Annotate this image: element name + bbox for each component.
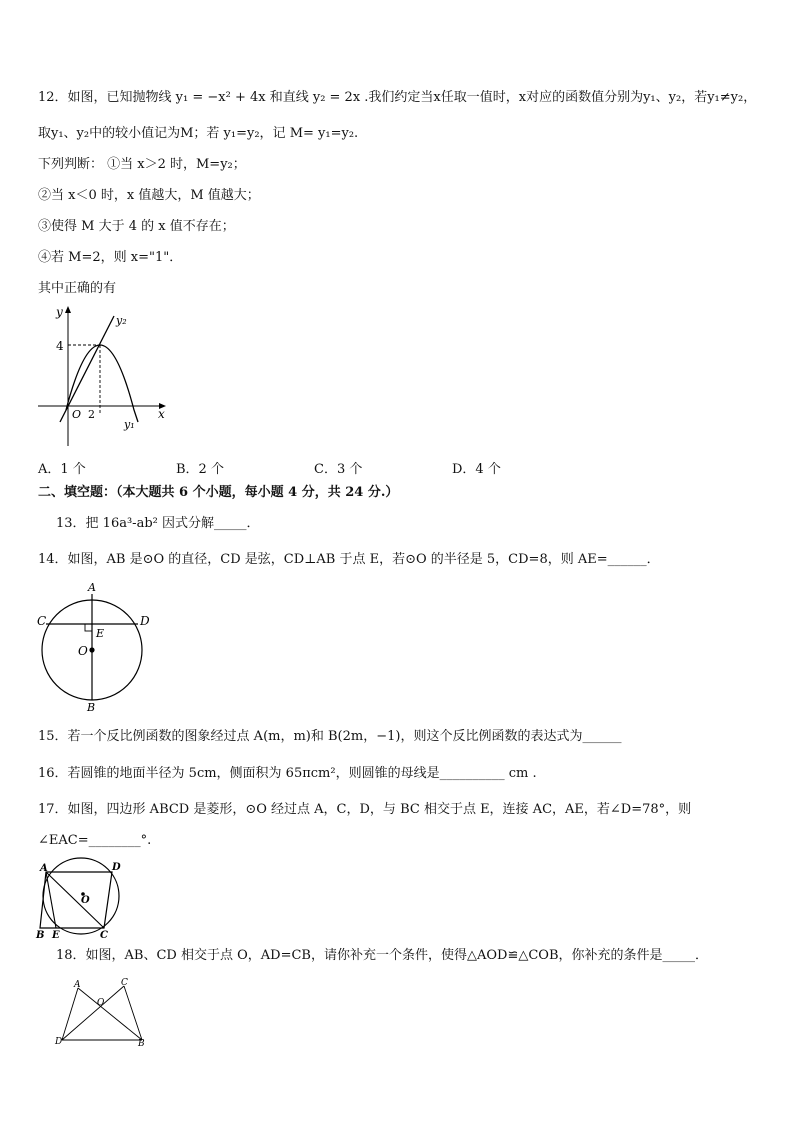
label-d: D [55, 1037, 63, 1047]
center-dot [89, 647, 94, 652]
label-d: D [112, 862, 121, 873]
q12-line7: 其中正确的有 [38, 281, 117, 296]
label-y2: y₂ [116, 314, 127, 327]
label-a: A [88, 581, 96, 594]
option-b: B．2 个 [176, 462, 224, 477]
option-c: C．3 个 [314, 462, 363, 477]
q16-text: 16．若圆锥的地面半径为 5cm，侧面积为 65πcm²，则圆锥的母线是__________ cm . [38, 766, 537, 781]
q18-figure [52, 976, 152, 1048]
q18-text: 18．如图，AB、CD 相交于点 O，AD=CB，请你补充一个条件，使得△AOD≌△COB，你补充的条件是_____． [56, 948, 708, 963]
q12-line3: 下列判断： ①当 x＞2 时，M=y₂； [38, 157, 246, 172]
q17-line2: ∠EAC=________°. [38, 833, 152, 848]
label-a: A [40, 863, 48, 874]
label-a: A [74, 980, 81, 990]
q17-line1: 17．如图，四边形 ABCD 是菱形，⊙O 经过点 A，C，D，与 BC 相交于点 E，连接 AC，AE，若∠D=78°，则 [38, 802, 692, 817]
label-c: C [121, 978, 128, 988]
q14-figure [34, 580, 160, 712]
q17-figure [34, 856, 126, 942]
q12-line4: ②当 x＜0 时，x 值越大，M 值越大； [38, 188, 260, 203]
right-angle-mark [85, 624, 92, 631]
label-o: O [78, 644, 88, 658]
label-b: B [87, 701, 96, 712]
label-origin: O [72, 408, 82, 421]
segment-ad [62, 988, 78, 1040]
label-o: O [81, 895, 90, 906]
q12-graph [36, 302, 176, 452]
q12-line6: ④若 M=2，则 x="1"． [38, 250, 183, 265]
label-tick-4: 4 [56, 339, 64, 353]
segment-ab [78, 988, 142, 1040]
label-e: E [52, 930, 60, 941]
q13-text: 13．把 16a³-ab² 因式分解_____． [56, 516, 260, 531]
label-b: B [138, 1039, 145, 1048]
label-tick-2: 2 [88, 408, 95, 421]
label-c: C [100, 930, 108, 941]
q12-line5: ③使得 M 大于 4 的 x 值不存在； [38, 219, 235, 234]
segment-cd [62, 986, 124, 1040]
q12-line2: 取y₁、y₂中的较小值记为M；若 y₁=y₂，记 M= y₁=y₂. [38, 126, 359, 141]
label-d: D [140, 614, 150, 628]
label-y1: y₁ [124, 418, 135, 431]
q15-text: 15．若一个反比例函数的图象经过点 A(m，m)和 B(2m，−1)，则这个反比例函数的表达式为______ [38, 729, 622, 744]
section-heading: 二、填空题：（本大题共 6 个小题，每小题 4 分，共 24 分.） [38, 485, 399, 500]
q14-text: 14．如图，AB 是⊙O 的直径，CD 是弦，CD⊥AB 于点 E，若⊙O 的半径是 5，CD=8，则 AE=______． [38, 552, 660, 567]
segment-cb [124, 986, 142, 1040]
label-o: O [97, 998, 105, 1008]
label-e: E [96, 627, 105, 640]
q12-line1: 12．如图，已知抛物线 y₁ = −x² + 4x 和直线 y₂ = 2x .我们约定当x任取一值时，x对应的函数值分别为y₁、y₂，若y₁≠y₂， [38, 90, 757, 105]
option-a: A．1 个 [38, 462, 86, 477]
y-axis-arrow [65, 306, 71, 313]
option-d: D．4 个 [452, 462, 501, 477]
label-c: C [37, 614, 47, 628]
label-b: B [36, 930, 45, 941]
label-y: y [56, 305, 63, 319]
label-x: x [158, 407, 165, 421]
